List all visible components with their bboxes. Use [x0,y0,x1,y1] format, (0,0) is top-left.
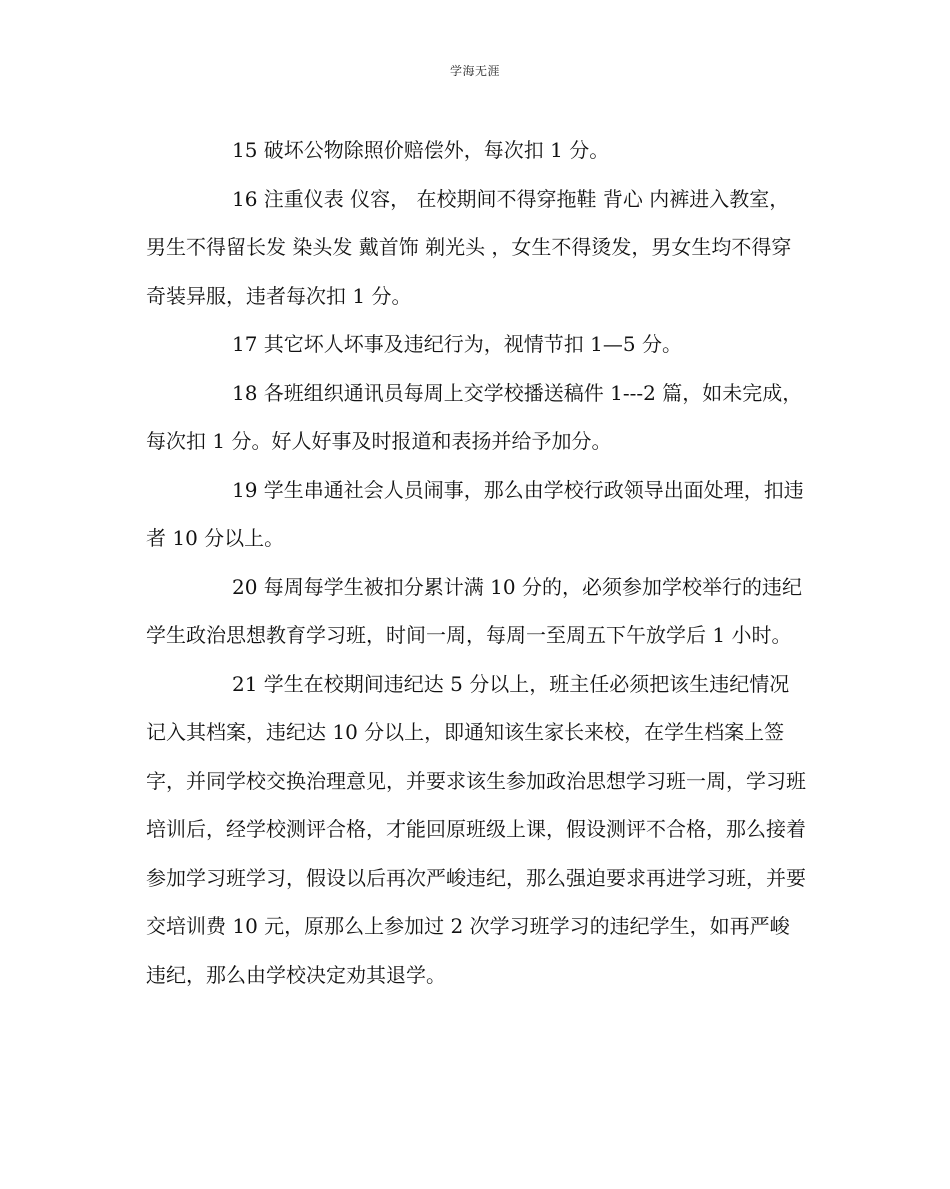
rule-paragraph-18: 18 各班组织通讯员每周上交学校播送稿件 1---2 篇，如未完成，每次扣 1 分。好人好事及时报道和表扬并给予加分。 [146,380,803,453]
rule-paragraph-17: 17 其它坏人坏事及违纪行为，视情节扣 1—5 分。 [232,332,682,356]
rule-paragraph-15: 15 破坏公物除照价赔偿外，每次扣 1 分。 [232,138,610,162]
rule-paragraph-19: 19 学生串通社会人员闹事，那么由学校行政领导出面处理，扣违者 10 分以上。 [146,477,804,550]
rule-paragraph-20: 20 每周每学生被扣分累计满 10 分的，必须参加学校举行的违纪学生政治思想教育学习班，时间一周，每周一至周五下午放学后 1 小时。 [146,574,802,647]
page-header: 学海无涯 [449,64,500,78]
document-body [146,126,806,999]
rule-paragraph-21: 21 学生在校期间违纪达 5 分以上，班主任必须把该生违纪情况记入其档案，违纪达 10 分以上，即通知该生家长来校，在学生档案上签字，并同学校交换治理意见，并要求该生参加政治思想学习班一周，学习班培训后，经学校测评合格，才能回原班级上课，假设测评不合格，那么接着参加学习班学习，假设以后再次严峻违纪，那么强迫要求再进学习班，并要交培训费 10 元，原那么上参加过 2 次学习班学习的违纪学生，如再严峻违纪，那么由学校决定劝其退学。 [146,671,806,987]
rule-paragraph-16: 16 注重仪表 仪容， 在校期间不得穿拖鞋 背心 内裤进入教室，男生不得留长发 染头发 戴首饰 剃光头 ，女生不得烫发，男女生均不得穿奇装异服，违者每次扣 1 分。 [146,186,792,308]
